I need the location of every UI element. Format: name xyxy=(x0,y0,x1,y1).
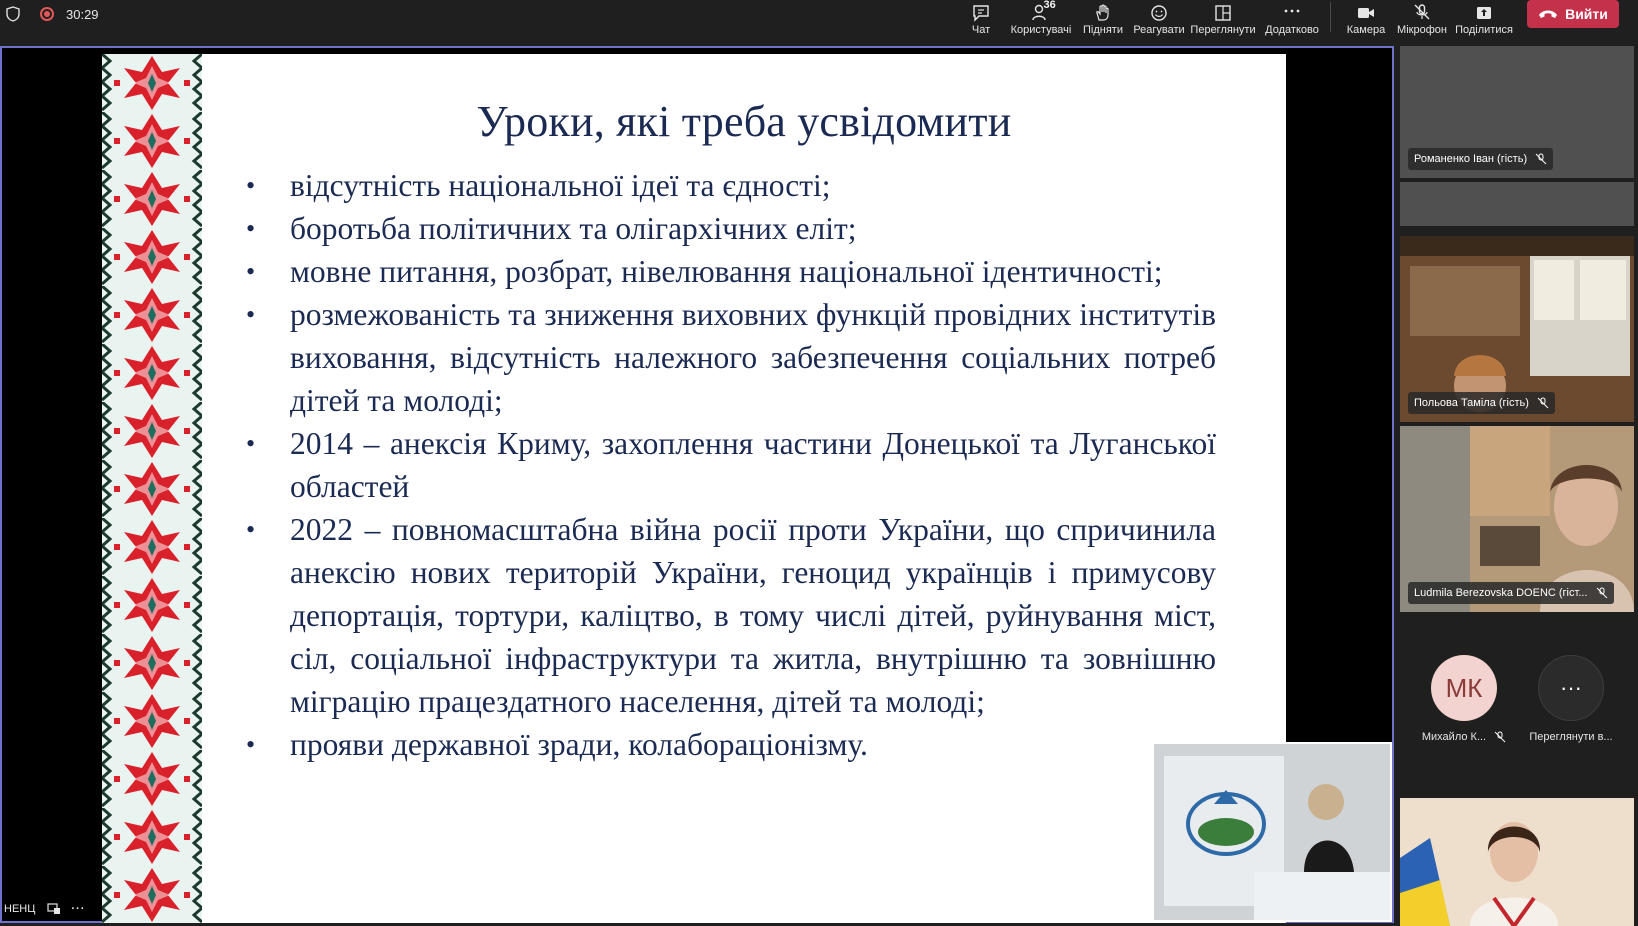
slide-title: Уроки, які треба усвідомити xyxy=(476,97,1012,146)
hang-up-icon xyxy=(1538,8,1558,20)
view-button[interactable] xyxy=(1192,0,1254,36)
speaker-video-image xyxy=(1154,744,1390,920)
participant-avatar-cell[interactable] xyxy=(1409,655,1519,755)
mic-label: Мікрофон xyxy=(1397,24,1447,36)
mic-off-icon xyxy=(1535,153,1547,165)
layout-icon xyxy=(1213,4,1233,22)
participant-tile[interactable] xyxy=(1400,236,1634,422)
bullet-item: • прояви державної зради, колабораціонізму. xyxy=(290,723,1216,766)
view-label: Переглянути xyxy=(1190,24,1256,36)
meeting-toolbar xyxy=(0,0,1638,46)
raise-hand-label: Підняти xyxy=(1083,24,1123,36)
shared-screen xyxy=(0,46,1394,923)
share-icon xyxy=(1474,4,1494,22)
chat-label: Чат xyxy=(971,24,991,36)
participant-tile-spacer xyxy=(1400,182,1634,226)
participant-name-tag xyxy=(1408,148,1553,170)
participant-tile[interactable] xyxy=(1400,426,1634,612)
view-more-cell[interactable] xyxy=(1516,655,1626,755)
share-button[interactable] xyxy=(1456,0,1512,36)
speaker-video-inset xyxy=(1152,742,1392,922)
toolbar-divider xyxy=(1330,2,1331,32)
mic-off-icon xyxy=(1596,587,1608,599)
react-label: Реагувати xyxy=(1133,24,1185,36)
people-label: Користувачі xyxy=(1010,24,1072,36)
mic-off-icon xyxy=(1412,4,1432,22)
view-more-label: Переглянути в... xyxy=(1529,731,1613,743)
more-dots-icon xyxy=(1282,4,1302,22)
participant-name-tag xyxy=(1408,582,1614,604)
hand-icon xyxy=(1093,4,1113,22)
avatar: МК xyxy=(1431,655,1497,721)
raise-hand-button[interactable] xyxy=(1082,0,1124,36)
participant-name: Михайло К... xyxy=(1421,731,1487,743)
smiley-icon xyxy=(1149,4,1169,22)
camera-button[interactable] xyxy=(1346,0,1386,36)
recording-icon xyxy=(40,7,54,21)
share-label: Поділитися xyxy=(1455,24,1513,36)
participant-tile[interactable] xyxy=(1400,798,1634,926)
bullet-item: • 2022 – повномасштабна війна росії проти України, що спричинила анексію нових територій України, геноцид українців і примусову депортація, тортури, каліцтво, в тому числі дітей, руйнування міст, сіл, соціальної інфраструктури та житла, внутрішню та зовнішню міграцію працездатного населення, дітей та молоді; xyxy=(290,508,1216,723)
shield-icon xyxy=(6,6,20,22)
participant-video xyxy=(1400,182,1634,226)
participant-name: Романенко Іван (гість) xyxy=(1414,153,1528,165)
participant-tile[interactable] xyxy=(1400,46,1634,178)
react-button[interactable] xyxy=(1134,0,1184,36)
more-label: Додатково xyxy=(1265,24,1319,36)
participant-name-row xyxy=(1422,731,1506,743)
chat-icon xyxy=(971,4,991,22)
mic-button[interactable] xyxy=(1396,0,1448,36)
more-dots-icon[interactable]: ··· xyxy=(1538,655,1604,721)
mic-off-icon xyxy=(1494,731,1506,743)
screen-share-icon xyxy=(47,903,61,915)
more-button[interactable] xyxy=(1264,0,1320,36)
slide-bullet-list xyxy=(290,164,1216,766)
participant-name: Ludmila Berezovska DOENC (гіст... xyxy=(1414,587,1588,599)
presentation-slide xyxy=(102,54,1286,923)
chat-button[interactable] xyxy=(966,0,996,36)
participant-name: Польова Таміла (гість) xyxy=(1414,397,1529,409)
bullet-item: • боротьба політичних та олігархічних еліт; xyxy=(290,207,1216,250)
stage-more-icon[interactable]: ··· xyxy=(71,903,86,915)
meeting-status xyxy=(6,4,99,24)
bullet-item: • мовне питання, розбрат, нівелювання національної ідентичності; xyxy=(290,250,1216,293)
participant-video xyxy=(1400,798,1634,926)
presenter-label: НЕНЦ xyxy=(4,903,36,915)
leave-button[interactable] xyxy=(1527,0,1619,28)
bullet-item: • 2014 – анексія Криму, захоплення частини Донецької та Луганської областей xyxy=(290,422,1216,508)
participant-count: 36 xyxy=(1043,0,1056,11)
leave-label: Вийти xyxy=(1565,6,1608,22)
people-button[interactable] xyxy=(1010,0,1072,36)
meeting-timer: 30:29 xyxy=(66,6,99,22)
camera-label: Камера xyxy=(1346,24,1386,36)
participant-name-tag xyxy=(1408,392,1555,414)
camera-icon xyxy=(1356,4,1376,22)
stage-footer xyxy=(4,901,85,917)
mic-off-icon xyxy=(1537,397,1549,409)
embroidery-ornament xyxy=(102,54,202,923)
bullet-item: • розмежованість та зниження виховних функцій провідних інститутів виховання, відсутність належного забезпечення соціальних потреб дітей та молоді; xyxy=(290,293,1216,422)
bullet-item: • відсутність національної ідеї та єдності; xyxy=(290,164,1216,207)
